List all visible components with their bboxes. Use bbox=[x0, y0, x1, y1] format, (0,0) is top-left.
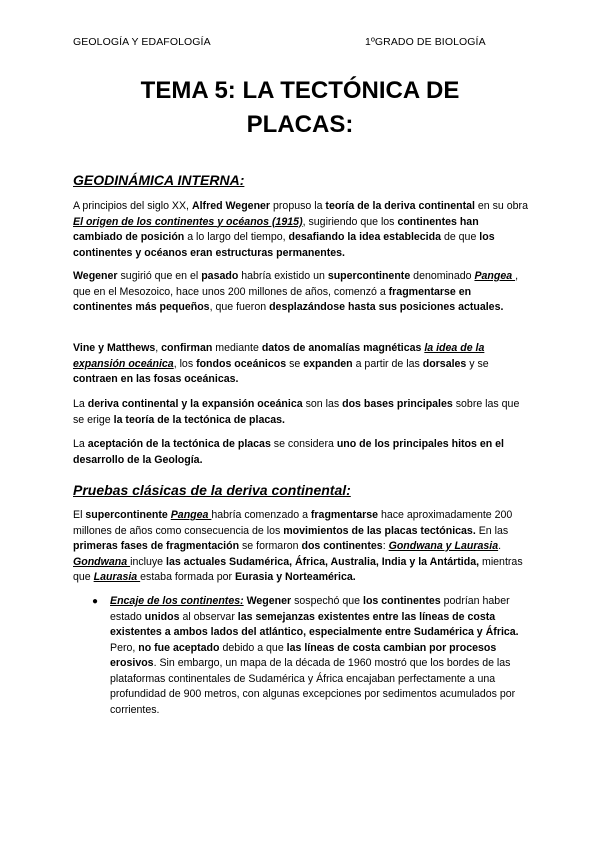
section-heading-pruebas-text: Pruebas clásicas de la deriva continental: bbox=[73, 482, 351, 498]
paragraph-acceptance: La aceptación de la tectónica de placas se considera uno de los principales hitos en el desarrollo de la Geología. bbox=[73, 438, 504, 466]
paragraph-wegener-theory: A principios del siglo XX, Alfred Wegener propuso la teoría de la deriva continental en su obra El origen de los continentes y océanos (1915), sugiriendo que los continentes han cambiado de posición a lo largo del tiempo, desafiando la idea establecida de que los continentes y océanos eran estructuras permanentes. bbox=[73, 200, 528, 259]
section-heading-geodinamica-text: GEODINÁMICA INTERNA: bbox=[73, 172, 245, 188]
header-course: 1ºGRADO DE BIOLOGÍA bbox=[365, 36, 486, 48]
section-heading-geodinamica bbox=[73, 172, 244, 188]
bullet-marker: ● bbox=[92, 596, 99, 607]
paragraph-two-bases: La deriva continental y la expansión oceánica son las dos bases principales sobre las que se erige la teoría de la tectónica de placas. bbox=[73, 398, 520, 426]
title-line-2: PLACAS: bbox=[246, 111, 354, 138]
paragraph-supercontinent: El supercontinente Pangea habría comenzado a fragmentarse hace aproximadamente 200 millones de años como consecuencia de los movimientos de las placas tectónicas. En las primeras fases de fragmentación se formaron dos continentes: Gondwana y Laurasia. Gondwana incluye las actuales Sudamérica, África, Australia, India y la Antártida, mientras que Laurasia estaba formada por Eurasia y Norteamérica. bbox=[73, 509, 523, 583]
paragraph-pangea: Wegener sugirió que en el pasado habría existido un supercontinente denominado Pangea , que en el Mesozoico, hace unos 200 millones de años, comenzó a fragmentarse en continentes más pequeños, que fueron desplazándose hasta sus posiciones actuales. bbox=[73, 270, 519, 313]
page-title bbox=[60, 74, 540, 142]
bullet-item-encaje-continentes: Encaje de los continentes: Wegener sospechó que los continentes podrían haber estado unidos al observar las semejanzas existentes entre las líneas de costa existentes a ambos lados del atlántico, especialmente entre Sudamérica y África. Pero, no fue aceptado debido a que las líneas de costa cambian por procesos erosivos. Sin embargo, un mapa de la década de 1960 mostró que los bordes de las plataformas continentales de Sudamérica y África encajaban perfectamente a una profundidad de 900 metros, con algunas excepciones por sedimentos acumulados por corrientes. bbox=[110, 595, 519, 716]
header-subject: GEOLOGÍA Y EDAFOLOGÍA bbox=[73, 36, 211, 48]
title-line-1: TEMA 5: LA TECTÓNICA DE bbox=[140, 77, 460, 104]
paragraph-vine-matthews: Vine y Matthews, confirman mediante datos de anomalías magnéticas la idea de la expansión oceánica, los fondos oceánicos se expanden a partir de las dorsales y se contraen en las fosas oceánicas. bbox=[73, 342, 489, 385]
section-heading-pruebas bbox=[73, 482, 351, 498]
